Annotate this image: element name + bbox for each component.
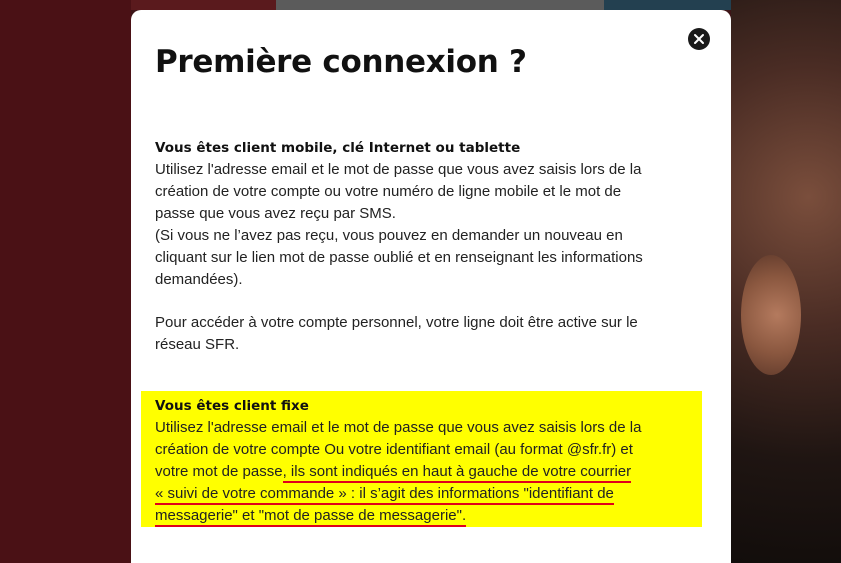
notice-line: réseau SFR. (155, 336, 240, 353)
close-icon (693, 33, 705, 45)
fixed-line (155, 505, 695, 527)
underlined-text: messagerie" et "mot de passe de messagerie". (155, 507, 466, 527)
background-top-dark (604, 0, 731, 10)
mobile-line: cliquant sur le lien mot de passe oublié et en renseignant les informations (155, 249, 643, 266)
mobile-client-heading: Vous êtes client mobile, clé Internet ou tablette (155, 140, 521, 156)
fixed-line: Utilisez l'adresse email et le mot de passe que vous avez saisis lors de la (155, 419, 642, 436)
background-left (0, 0, 131, 563)
active-line-notice (155, 312, 695, 356)
underlined-text: , ils sont indiqués en haut à gauche de votre courrier (283, 463, 632, 483)
mobile-line: Utilisez l'adresse email et le mot de passe que vous avez saisis lors de la (155, 161, 642, 178)
background-top-grey (276, 0, 604, 10)
mobile-client-section (155, 137, 695, 291)
mobile-line: création de votre compte ou votre numéro de ligne mobile et le mot de (155, 183, 622, 200)
close-button[interactable] (688, 28, 710, 50)
fixed-line (155, 461, 695, 483)
fixed-line: création de votre compte Ou votre identifiant email (au format @sfr.fr) et (155, 441, 633, 458)
fixed-line-part: votre mot de passe (155, 463, 283, 480)
photo-ear (741, 255, 801, 375)
background-photo (731, 0, 841, 563)
mobile-line: demandées). (155, 271, 243, 288)
mobile-line: (Si vous ne l’avez pas reçu, vous pouvez en demander un nouveau en (155, 227, 623, 244)
modal-title: Première connexion ? (155, 44, 527, 80)
fixed-client-heading: Vous êtes client fixe (155, 398, 309, 414)
first-connection-modal (131, 10, 731, 563)
mobile-line: passe que vous avez reçu par SMS. (155, 205, 396, 222)
underlined-text: « suivi de votre commande » : il s’agit des informations "identifiant de (155, 485, 614, 505)
notice-line: Pour accéder à votre compte personnel, votre ligne doit être active sur le (155, 314, 638, 331)
fixed-line (155, 483, 695, 505)
fixed-client-section (155, 395, 695, 527)
